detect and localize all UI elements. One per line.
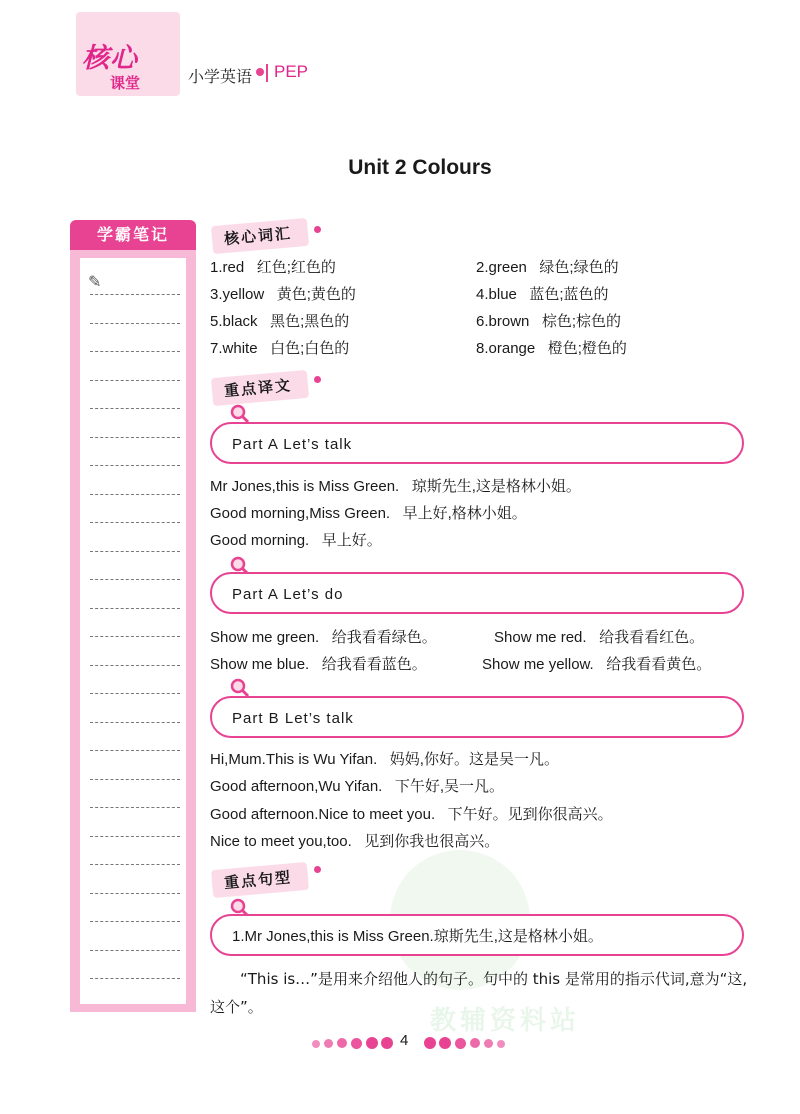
vocab-item: 3.yellow 黄色;黄色的 [210,286,356,303]
vocab-item: 2.green 绿色;绿色的 [476,259,619,276]
sentence-1-banner: 1.Mr Jones,this is Miss Green.琼斯先生,这是格林小姐。 [210,914,744,956]
page-number: 4 [400,1032,409,1049]
note-line [90,579,180,580]
footer-dot-icon [337,1038,347,1048]
sentence-section-tag: 重点句型 [211,862,309,898]
vocab-item: 4.blue 蓝色;蓝色的 [476,286,609,303]
note-line [90,893,180,894]
note-line [90,665,180,666]
footer-dot-icon [455,1038,466,1049]
dialogue-line: Hi,Mum.This is Wu Yifan. 妈妈,你好。这是吴一凡。 [210,751,559,768]
pencil-icon: ✎ [88,272,102,291]
translation-section-tag: 重点译文 [211,370,309,406]
sentence-explanation: “This is…”是用来介绍他人的句子。句中的 this 是常用的指示代词,意为“这,这个”。 [210,970,748,1016]
subject-label: 小学英语 [188,67,253,86]
dialogue-line: Good afternoon.Nice to meet you. 下午好。见到你很高兴。 [210,806,613,823]
note-line [90,522,180,523]
logo-subtext: 课堂 [110,74,141,92]
note-line [90,380,180,381]
footer-dot-icon [439,1037,451,1049]
note-line [90,351,180,352]
part-b-talk-banner: Part B Let’s talk [210,696,744,738]
footer-dot-icon [312,1040,320,1048]
logo-text: 核心 [82,43,138,74]
note-line [90,437,180,438]
vocab-item: 8.orange 橙色;橙色的 [476,340,627,357]
edition-label: PEP [274,62,309,81]
note-line [90,722,180,723]
dialogue-line: Good morning. 早上好。 [210,532,382,549]
footer-dot-icon [324,1039,333,1048]
footer-dot-icon [484,1039,493,1048]
note-line [90,608,180,609]
magnifier-icon [230,678,250,698]
note-line [90,294,180,295]
note-line [90,323,180,324]
footer-dot-icon [424,1037,436,1049]
tag-dot-icon [314,226,321,233]
header-divider [266,64,268,82]
note-line [90,807,180,808]
sidebar-title: 学霸笔记 [70,220,196,250]
footer-dot-icon [497,1040,505,1048]
dialogue-line: Show me yellow. 给我看看黄色。 [482,656,712,673]
vocab-item: 6.brown 棕色;棕色的 [476,313,622,330]
dialogue-line: Good morning,Miss Green. 早上好,格林小姐。 [210,505,527,522]
dialogue-line: Show me green. 给我看看绿色。 [210,629,437,646]
note-line [90,779,180,780]
vocab-item: 7.white 白色;白色的 [210,340,350,357]
vocab-item: 1.red 红色;红色的 [210,259,336,276]
note-line [90,836,180,837]
note-line [90,950,180,951]
part-a-talk-banner: Part A Let’s talk [210,422,744,464]
note-line [90,494,180,495]
note-line [90,750,180,751]
note-line [90,465,180,466]
tag-dot-icon [314,866,321,873]
note-line [90,693,180,694]
footer-dot-icon [470,1038,480,1048]
part-a-do-banner: Part A Let’s do [210,572,744,614]
magnifier-icon [230,404,250,424]
footer-dot-icon [366,1037,378,1049]
note-line [90,978,180,979]
dialogue-line: Nice to meet you,too. 见到你我也很高兴。 [210,833,500,850]
page-title: Unit 2 Colours [348,156,492,179]
header-dot-icon [256,68,264,76]
page-footer [0,1030,800,1054]
dialogue-line: Show me red. 给我看看红色。 [494,629,705,646]
note-line [90,864,180,865]
dialogue-line: Show me blue. 给我看看蓝色。 [210,656,427,673]
footer-dot-icon [381,1037,393,1049]
dialogue-line: Good afternoon,Wu Yifan. 下午好,吴一凡。 [210,778,505,795]
watermark-text: 教辅资料站 [430,1006,581,1036]
note-line [90,636,180,637]
note-line [90,408,180,409]
note-line [90,921,180,922]
vocab-section-tag: 核心词汇 [211,218,309,254]
note-line [90,551,180,552]
dialogue-line: Mr Jones,this is Miss Green. 琼斯先生,这是格林小姐。 [210,478,581,495]
footer-dot-icon [351,1038,362,1049]
vocab-item: 5.black 黑色;黑色的 [210,313,350,330]
tag-dot-icon [314,376,321,383]
